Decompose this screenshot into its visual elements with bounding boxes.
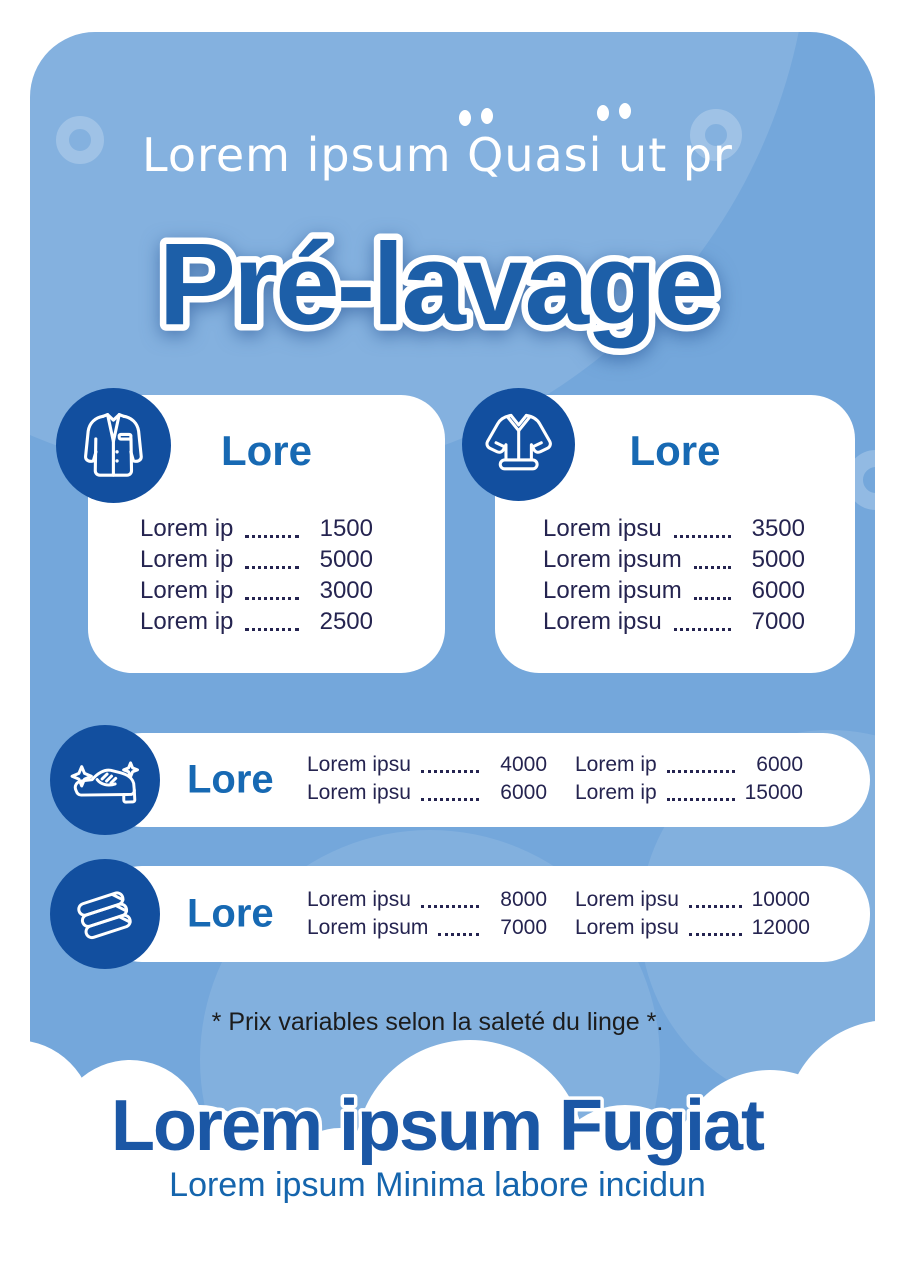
dotted-leader [694, 551, 731, 569]
dotted-leader [667, 758, 735, 773]
price-card-linens [95, 866, 870, 962]
price-value: 6000 [756, 753, 803, 776]
price-label: Lorem ipsu [575, 888, 679, 911]
price-row [307, 886, 547, 914]
price-row [575, 751, 803, 779]
dotted-leader [674, 520, 731, 538]
price-label: Lorem ip [575, 753, 657, 776]
price-list [543, 513, 805, 637]
price-value: 7000 [751, 607, 805, 635]
price-value: 15000 [744, 781, 803, 804]
price-row [543, 544, 805, 575]
price-row [307, 914, 547, 942]
price-label: Lorem ipsu [307, 753, 411, 776]
price-label: Lorem ipsu [307, 888, 411, 911]
shoe-icon-circle [50, 725, 160, 835]
price-value: 2500 [319, 607, 373, 635]
dotted-leader [245, 551, 299, 569]
price-value: 6000 [500, 781, 547, 804]
price-column [307, 886, 547, 942]
card-title: Lore [187, 891, 274, 936]
dotted-leader [694, 582, 731, 600]
dotted-leader [689, 921, 742, 936]
dotted-leader [689, 893, 742, 908]
price-value: 3500 [751, 514, 805, 542]
price-row [140, 606, 373, 637]
dotted-leader [674, 613, 731, 631]
price-row [140, 544, 373, 575]
price-label: Lorem ip [140, 607, 234, 635]
price-row [140, 575, 373, 606]
jacket-icon-circle [462, 388, 575, 501]
dotted-leader [438, 921, 479, 936]
price-value: 7000 [500, 916, 547, 939]
price-label: Lorem ipsu [543, 607, 662, 635]
price-value: 1500 [319, 514, 373, 542]
footer-title [0, 1080, 875, 1170]
main-title [0, 212, 875, 362]
accent-dots [597, 105, 609, 121]
card-title: Lore [187, 757, 274, 802]
linens-icon-circle [50, 859, 160, 969]
price-value: 5000 [319, 545, 373, 573]
accent-dots [459, 110, 471, 126]
price-column [575, 751, 803, 807]
accent-dots [619, 103, 631, 119]
accent-dots [481, 108, 493, 124]
price-row [140, 513, 373, 544]
price-column [575, 886, 810, 942]
shoe-sparkle-icon [65, 740, 144, 819]
price-label: Lorem ip [140, 545, 234, 573]
price-row [543, 606, 805, 637]
price-row [307, 751, 547, 779]
price-value: 3000 [319, 576, 373, 604]
price-list [140, 513, 373, 637]
price-label: Lorem ipsum [307, 916, 429, 939]
price-value: 4000 [500, 753, 547, 776]
price-label: Lorem ip [140, 514, 234, 542]
footer-title-text: Lorem ipsum Fugiat [110, 1086, 764, 1166]
dotted-leader [245, 582, 299, 600]
price-row [543, 513, 805, 544]
price-label: Lorem ipsu [543, 514, 662, 542]
footer-subtitle: Lorem ipsum Minima labore incidun [169, 1166, 706, 1204]
price-column [307, 751, 547, 807]
main-title-text: Pré-lavage [158, 219, 716, 349]
dotted-leader [667, 786, 735, 801]
header-tagline: Lorem ipsum Quasi ut pr [142, 128, 733, 182]
blazer-icon-circle [56, 388, 171, 503]
jacket-icon [478, 404, 559, 485]
price-value: 12000 [751, 916, 810, 939]
card-title: Lore [220, 427, 312, 474]
price-label: Lorem ip [575, 781, 657, 804]
price-label: Lorem ipsu [307, 781, 411, 804]
price-value: 8000 [500, 888, 547, 911]
price-value: 10000 [751, 888, 810, 911]
price-label: Lorem ipsum [543, 545, 682, 573]
dotted-leader [421, 786, 479, 801]
price-value: 6000 [751, 576, 805, 604]
price-row [307, 779, 547, 807]
dotted-leader [245, 613, 299, 631]
price-label: Lorem ipsu [575, 916, 679, 939]
dotted-leader [421, 893, 479, 908]
price-row [543, 575, 805, 606]
price-value: 5000 [751, 545, 805, 573]
price-row [575, 914, 810, 942]
dotted-leader [245, 520, 299, 538]
card-title: Lore [629, 427, 721, 474]
price-row [575, 886, 810, 914]
linen-stack-icon [65, 874, 144, 953]
price-card-shoes [95, 733, 870, 827]
dotted-leader [421, 758, 479, 773]
blazer-icon [72, 404, 155, 487]
price-row [575, 779, 803, 807]
price-note: * Prix variables selon la saleté du linge *. [211, 1008, 664, 1036]
price-label: Lorem ip [140, 576, 234, 604]
price-label: Lorem ipsum [543, 576, 682, 604]
